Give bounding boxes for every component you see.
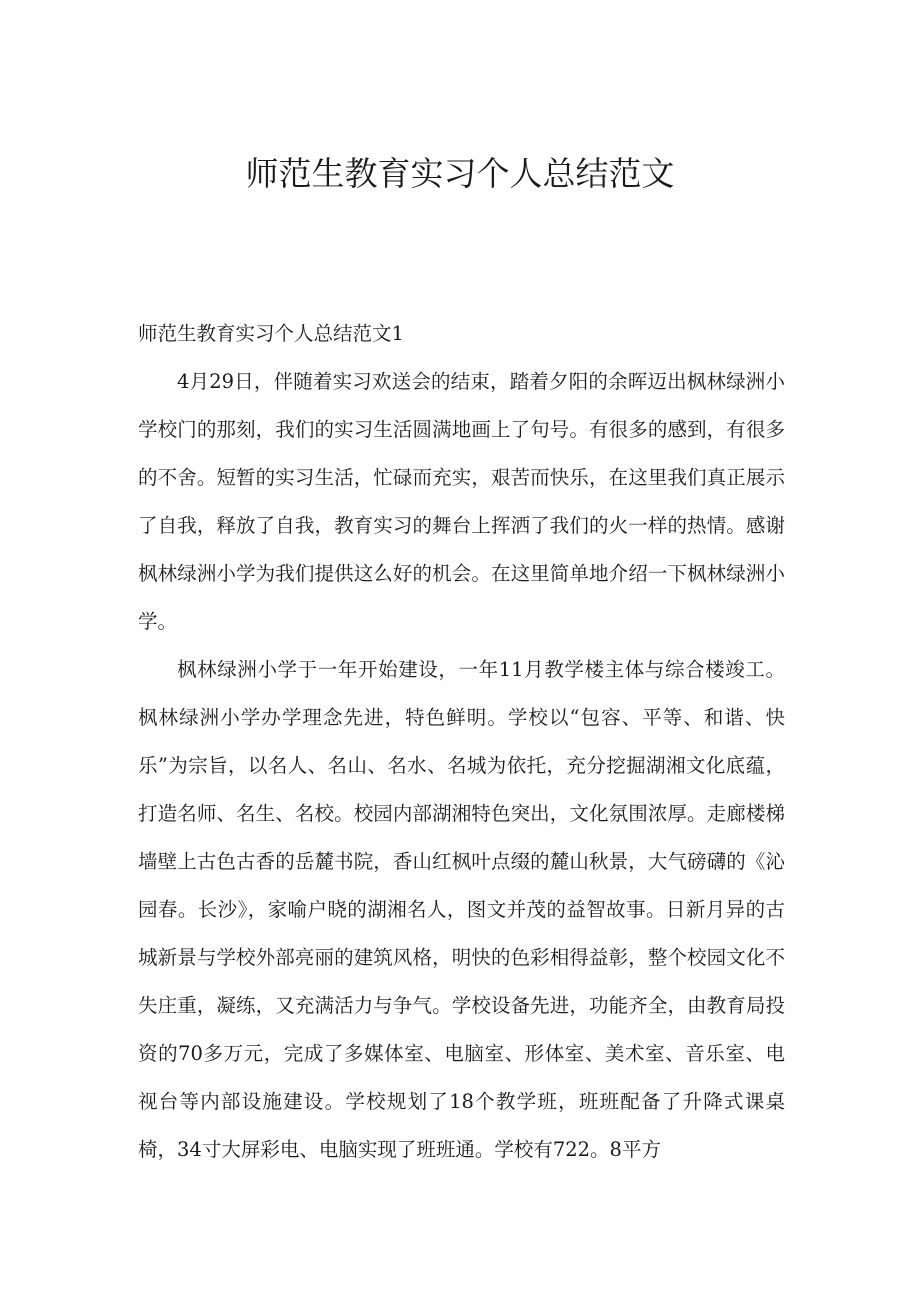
paragraph-intro: 4月29日，伴随着实习欢送会的结束，踏着夕阳的余晖迈出枫林绿洲小学校门的那刻，我们的实习生活圆满地画上了句号。有很多的感到，有很多的不舍。短暂的实习生活，忙碌而充实，艰苦而快乐，在这里我们真正展示了自我，释放了自我，教育实习的舞台上挥洒了我们的火一样的热情。感谢枫林绿洲小学为我们提供这么好的机会。在这里简单地介绍一下枫林绿洲小学。: [138, 370, 785, 633]
document-body: [138, 310, 785, 1174]
document-title: 师范生教育实习个人总结范文: [245, 154, 675, 193]
section-heading: 师范生教育实习个人总结范文1: [138, 322, 404, 345]
paragraph-school-description: 枫林绿洲小学于一年开始建设，一年11月教学楼主体与综合楼竣工。枫林绿洲小学办学理念先进，特色鲜明。学校以“包容、平等、和谐、快乐”为宗旨，以名人、名山、名水、名城为依托，充分挖掘湖湘文化底蕴，打造名师、名生、名校。校园内部湖湘特色突出，文化氛围浓厚。走廊楼梯墙壁上古色古香的岳麓书院，香山红枫叶点缀的麓山秋景，大气磅礴的《沁园春。长沙》，家喻户晓的湖湘名人，图文并茂的益智故事。日新月异的古城新景与学校外部亮丽的建筑风格，明快的色彩相得益彰，整个校园文化不失庄重，凝练，又充满活力与争气。学校设备先进，功能齐全，由教育局投资的70多万元，完成了多媒体室、电脑室、形体室、美术室、音乐室、电视台等内部设施建设。学校规划了18个教学班，班班配备了升降式课桌椅，34寸大屏彩电、电脑实现了班班通。学校有722。8平方: [138, 658, 785, 1161]
